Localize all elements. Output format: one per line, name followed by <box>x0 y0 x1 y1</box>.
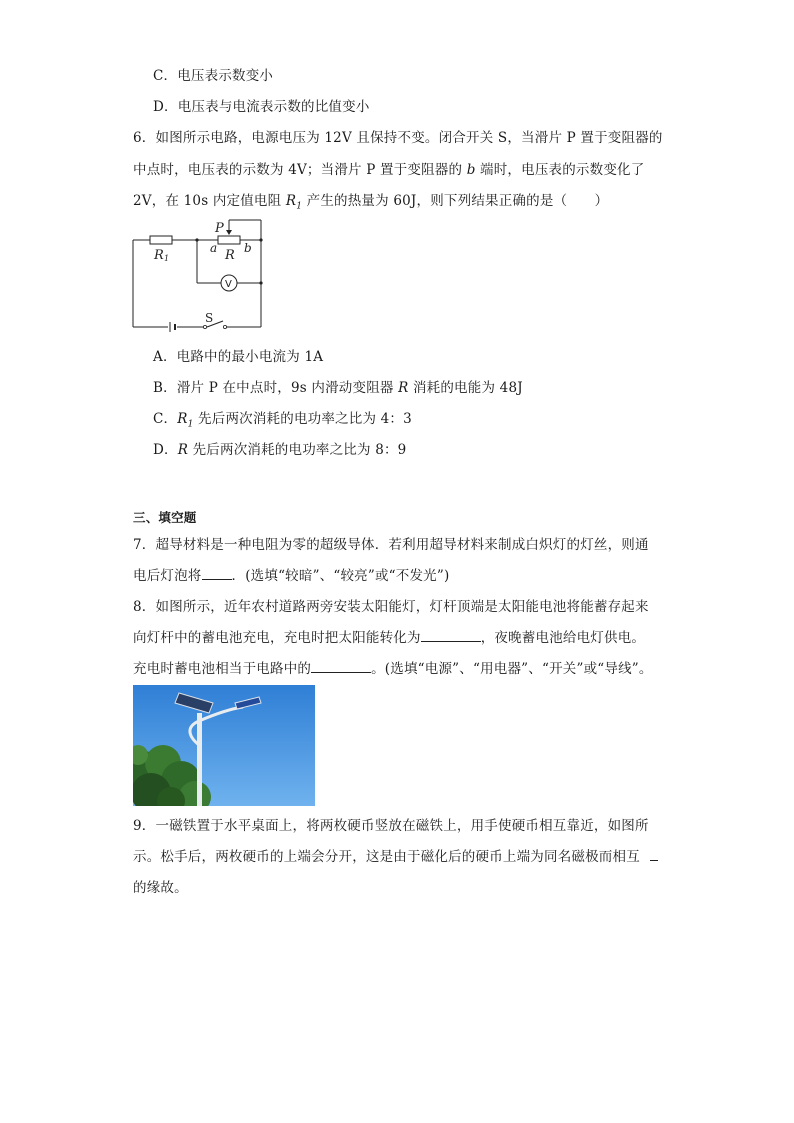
q9-stem-line2: 示。松手后，两枚硬币的上端会分开，这是由于磁化后的硬币上端为同名磁极而相互 <box>133 847 658 867</box>
answer-blank <box>650 848 658 861</box>
solar-street-light-photo <box>133 685 315 806</box>
label-s: S <box>205 311 214 325</box>
answer-blank <box>202 567 232 580</box>
q8-stem-line1: 8．如图所示，近年农村道路两旁安装太阳能灯，灯杆顶端是太阳能电池将能蓄存起来 <box>133 599 649 615</box>
slider-arrow-icon <box>226 230 232 235</box>
light-pole <box>197 713 202 806</box>
q6-stem-line1: 6．如图所示电路，电源电压为 12V 且保持不变。闭合开关 S，当滑片 P 置于变阻器的 <box>133 130 663 146</box>
q7-stem-line2: 电后灯泡将 ．(选填“较暗”、“较亮”或“不发光”) <box>133 568 450 584</box>
junction <box>195 238 198 241</box>
q5-option-c: C．电压表示数变小 <box>153 68 274 84</box>
q6-stem-line2: 中点时，电压表的示数为 4V；当滑片 P 置于变阻器的 b 端时，电压表的示数变化了 <box>133 162 645 178</box>
junction <box>259 238 262 241</box>
switch-contact <box>223 325 226 328</box>
q9-stem-line1: 9．一磁铁置于水平桌面上，将两枚硬币竖放在磁铁上，用手使硬币相互靠近，如图所 <box>133 818 649 834</box>
q6-option-b: B．滑片 P 在中点时，9s 内滑动变阻器 R 消耗的电能为 48J <box>153 380 523 396</box>
q6-option-c: C．$R_1$ 先后两次消耗的电功率之比为 4：3 <box>153 411 412 430</box>
label-p: P <box>215 221 224 236</box>
q7-stem-line1: 7．超导材料是一种电阻为零的超级导体．若利用超导材料来制成白炽灯的灯丝，则通 <box>133 537 649 553</box>
rheostat-r <box>218 236 240 244</box>
label-b: b <box>244 241 252 255</box>
q6-option-a: A．电路中的最小电流为 1A <box>153 349 324 365</box>
junction <box>259 281 262 284</box>
q9-stem-line3: 的缘故。 <box>133 880 188 896</box>
q8-stem-line2: 向灯杆中的蓄电池充电，充电时把太阳能转化为 ，夜晚蓄电池给电灯供电。 <box>133 630 646 646</box>
label-a: a <box>210 241 218 255</box>
section-heading: 三、填空题 <box>133 510 197 525</box>
switch-contact <box>203 325 206 328</box>
label-r1-sub: 1 <box>164 254 170 263</box>
q5-option-d: D．电压表与电流表示数的比值变小 <box>153 99 370 115</box>
q6-option-d: D．R 先后两次消耗的电功率之比为 8：9 <box>153 442 407 458</box>
q6-stem-line3: 2V，在 10s 内定值电阻 $R_1$ 产生的热量为 60J，则下列结果正确的是（ ） <box>133 193 609 212</box>
q8-stem-line3: 充电时蓄电池相当于电路中的 。(选填“电源”、“用电器”、“开关”或“导线”。 <box>133 661 653 677</box>
label-v: V <box>225 279 232 290</box>
resistor-r1 <box>150 236 172 244</box>
answer-blank <box>311 660 371 673</box>
label-r1: R <box>154 248 164 263</box>
label-r: R <box>225 248 235 263</box>
circuit-diagram <box>130 215 270 335</box>
answer-blank <box>421 629 481 642</box>
